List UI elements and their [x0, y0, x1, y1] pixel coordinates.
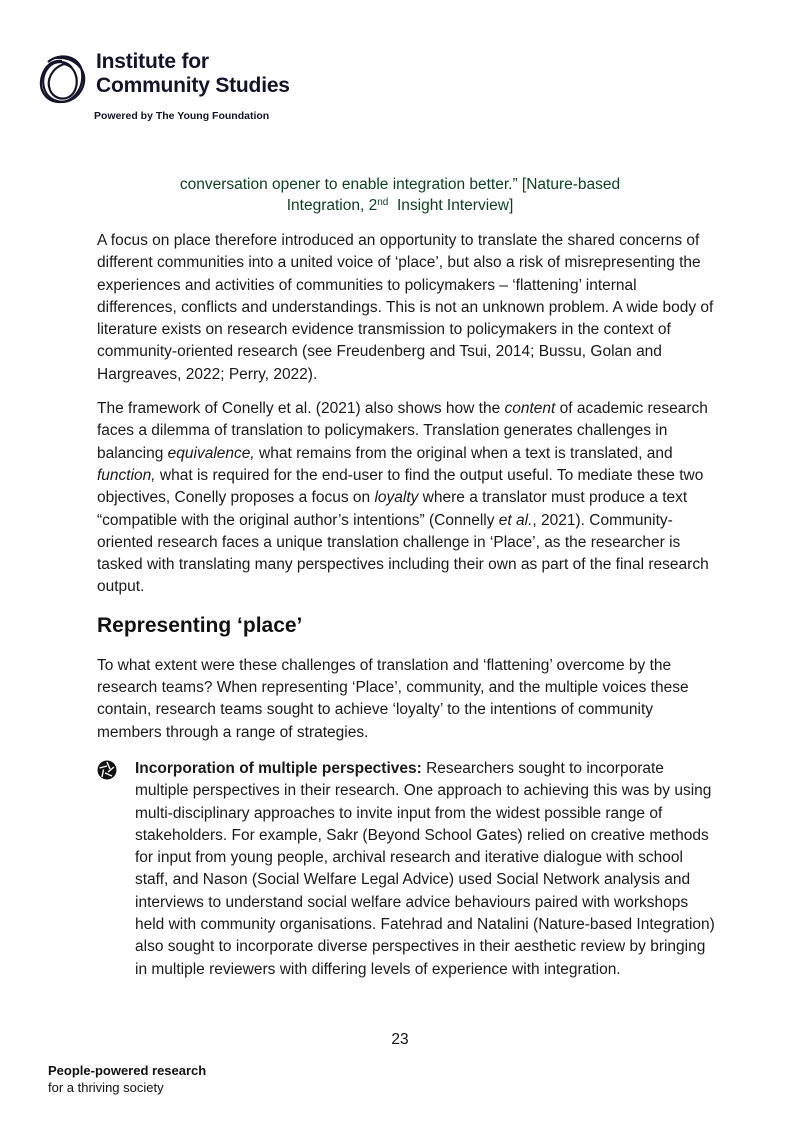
section-intro: To what extent were these challenges of translation and ‘flattening’ overcome by the research teams? When representing ‘Place’, community, and the multiple voices these contain, research teams sought to achieve ‘loyalty’ to the intentions of community members through a range of strategies.	[97, 656, 689, 741]
section-heading: Representing ‘place’	[97, 613, 303, 637]
bullet-text: Incorporation of multiple perspectives: Researchers sought to incorporate multiple perspectives in their research. One approach to achieving this was by using multi-disciplinary approaches to invite input from the widest possible range of stakeholders. For example, Sakr (Beyond School Gates) relied on creative methods for input from young people, archival research and iterative dialogue with school staff, and Nason (Social Welfare Legal Advice) used Social Network analysis and interviews to understand social welfare advice behaviours paired with workshops held with community organisations. Fatehrad and Natalini (Nature-based Integration) also sought to incorporate diverse perspectives in their aesthetic review by bringing in multiple reviewers with differing levels of experience with integration.	[135, 759, 715, 978]
aperture-icon	[97, 760, 117, 780]
paragraph-1: A focus on place therefore introduced an opportunity to translate the shared concerns of different communities into a united voice of ‘place’, but also a risk of misrepresenting the experiences and activities of communities to policymakers – ‘flattening’ internal differences, conflicts and understandings. This is not an unknown problem. A wide body of literature exists on research evidence transmission to policymakers in the context of community-oriented research (see Freudenberg and Tsui, 2014; Bussu, Golan and Hargreaves, 2022; Perry, 2022).	[97, 232, 714, 383]
logo-loops-icon	[34, 52, 90, 108]
quote-line2: Integration, 2nd Insight Interview]	[286, 197, 514, 214]
page-number: 23	[391, 1031, 409, 1048]
footer-tagline	[48, 1062, 206, 1096]
footer-line2: for a thriving society	[48, 1080, 164, 1095]
organization-logo	[34, 50, 290, 108]
quote-line1: conversation opener to enable integration better.” [Nature-based	[179, 176, 621, 193]
logo-subtitle: Powered by The Young Foundation	[94, 110, 270, 122]
bullet-item	[97, 758, 717, 981]
paragraph-2: The framework of Conelly et al. (2021) also shows how the content of academic research faces a dilemma of translation to policymakers. Translation generates challenges in balancing equivalence, what remains from the original when a text is translated, and function, what is required for the end-user to find the output useful. To mediate these two objectives, Conelly proposes a focus on loyalty where a translator must produce a text “compatible with the original author’s intentions” (Connelly et al., 2021). Community-oriented research faces a unique translation challenge in ‘Place’, as the researcher is tasked with translating many perspectives including their own as part of the final research output.	[97, 400, 709, 596]
logo-title-line2: Community Studies	[96, 74, 290, 97]
main-content	[97, 230, 717, 981]
quote-block	[140, 174, 660, 216]
footer-line1: People-powered research	[48, 1063, 207, 1078]
logo-title-line1: Institute for	[96, 50, 209, 73]
